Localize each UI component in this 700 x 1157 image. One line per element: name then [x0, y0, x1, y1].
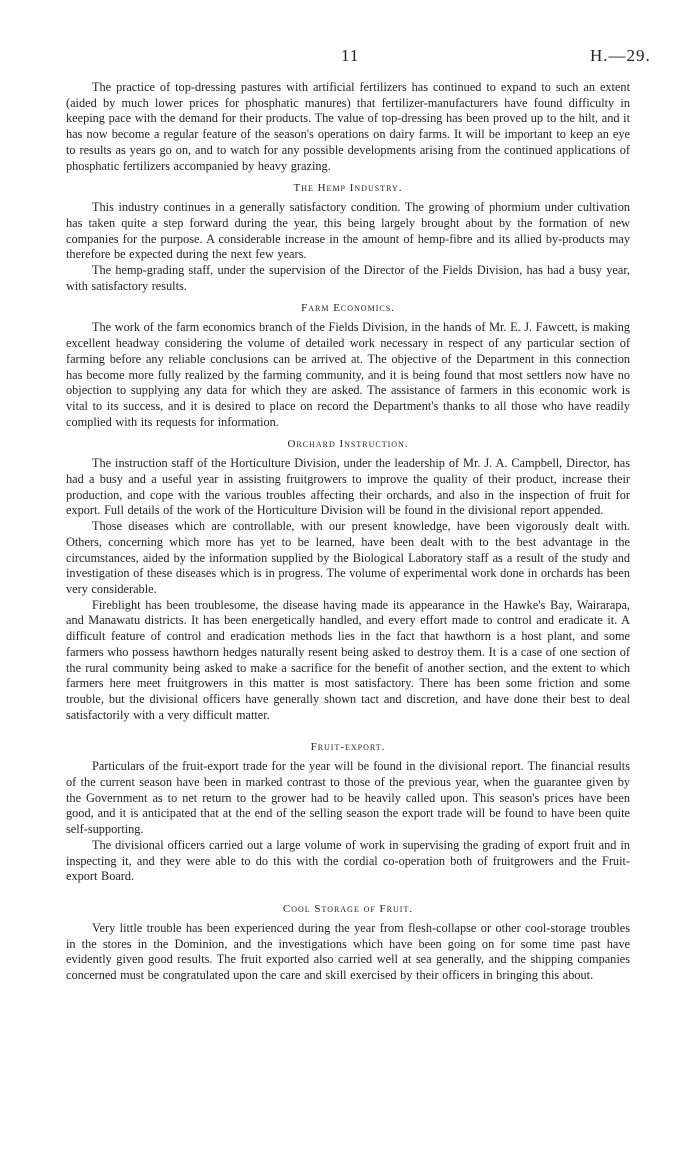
section-heading-cool-storage: Cool Storage of Fruit. — [282, 902, 414, 915]
spacer — [66, 723, 630, 733]
paragraph: The divisional officers carried out a large volume of work in supervising the grading of export fruit and in inspecting it, and they were able to do this with the cordial co-operation both of fruitgrowers and the Fruit-export Board. — [66, 837, 630, 884]
section-heading-fruit-export: Fruit-export. — [310, 741, 386, 754]
section-heading-farm-economics: Farm Economics. — [301, 302, 395, 315]
paragraph: The hemp-grading staff, under the supervision of the Director of the Fields Division, has had a busy year, with satisfactory results. — [66, 263, 630, 293]
spacer — [66, 885, 630, 895]
paragraph: Particulars of the fruit-export trade for the year will be found in the divisional report. The financial results of the current season have been in marked contrast to those of the previous year, when the guarantee given by the Government as to net return to the grower had to be heavily called upon. This season's prices have been good, and it is anticipated that at the end of the selling season the export trade will be found to have been quite self-supporting. — [66, 759, 630, 837]
paragraph: Very little trouble has been experienced during the year from flesh-collapse or other cool-storage troubles in the stores in the Dominion, and the investigations which have been going on for some time past have evidently given good results. The fruit exported also carried well at sea generally, and the shipping companies concerned must be congratulated upon the care and skill exercised by their officers in bringing this about. — [66, 920, 630, 983]
paragraph: Fireblight has been troublesome, the disease having made its appearance in the Hawke's Bay, Wairarapa, and Manawatu districts. It has been energetically handled, and every effort made to control and eradicate it. A difficult feature of control and eradication methods lies in the fact that hawthorn is a host plant, and some farmers who possess hawthorn hedges naturally resent being asked to destroy them. It is a case of one section of the rural community being asked to make a sacrifice for the benefit of another section, and the extent to which farmers here meet fruitgrowers in this matter is most satisfactory. There has been some friction and some trouble, but the divisional officers have generally shown tact and discretion, and have done their best to deal satisfactorily with a very difficult matter. — [66, 597, 630, 722]
page-number: 11 — [341, 46, 360, 65]
page-header — [0, 46, 700, 70]
paragraph: Those diseases which are controllable, with our present knowledge, have been vigorously dealt with. Others, concerning which more has yet to be learned, have been dealt with to the best advantage in the circumstances, aided by the information supplied by the Biological Laboratory staff as a result of the study and investigation of these diseases which is in progress. The volume of experimental work done in orchards has been very considerable. — [66, 519, 630, 596]
top-dressing-paragraph: The practice of top-dressing pastures with artificial fertilizers has continued to expand to such an extent (aided by much lower prices for phosphatic manures) that fertilizer-manufacturers have found difficulty in keeping pace with the demand for their products. The value of top-dressing has been proved up to the hilt, and it has now become a regular feature of the season's operations on dairy farms. It will be important to keep an eye to results as years go on, and to watch for any possible developments arising from the continued applications of phosphatic fertilizers accompanied by heavy grazing. — [66, 80, 630, 173]
report-reference: H.—29. — [590, 46, 651, 65]
section-heading-hemp-industry: The Hemp Industry. — [293, 182, 403, 195]
page-body — [66, 80, 630, 984]
paragraph: This industry continues in a generally satisfactory condition. The growing of phormium under cultivation has taken quite a step forward during the year, this being largely brought about by the formation of new companies for the purpose. A considerable increase in the amount of hemp-fibre and its allied by-products may therefore be expected during the next few years. — [66, 200, 630, 262]
paragraph: The instruction staff of the Horticulture Division, under the leadership of Mr. J. A. Campbell, Director, has had a busy and a useful year in assisting fruitgrowers to improve the quality of their product, increase their production, and cope with the various troubles affecting their orchards, and also in the inspection of fruit for export. Full details of the work of the Horticulture Division will be found in the divisional report appended. — [66, 456, 630, 518]
section-heading-orchard-instruction: Orchard Instruction. — [287, 438, 409, 451]
paragraph: The work of the farm economics branch of the Fields Division, in the hands of Mr. E. J. Fawcett, is making excellent headway considering the volume of detailed work necessary in respect of any particular section of farming before any reliable conclusions can be arrived at. The objective of the Department in this connection has become more fully realized by the farming community, and it is being found that most settlers now have no objection to supplying any data for which they are asked. The assistance of farmers in this economic work is vital to its success, and it is desired to place on record the Department's thanks to all those who have readily complied with its requests for information. — [66, 320, 630, 429]
